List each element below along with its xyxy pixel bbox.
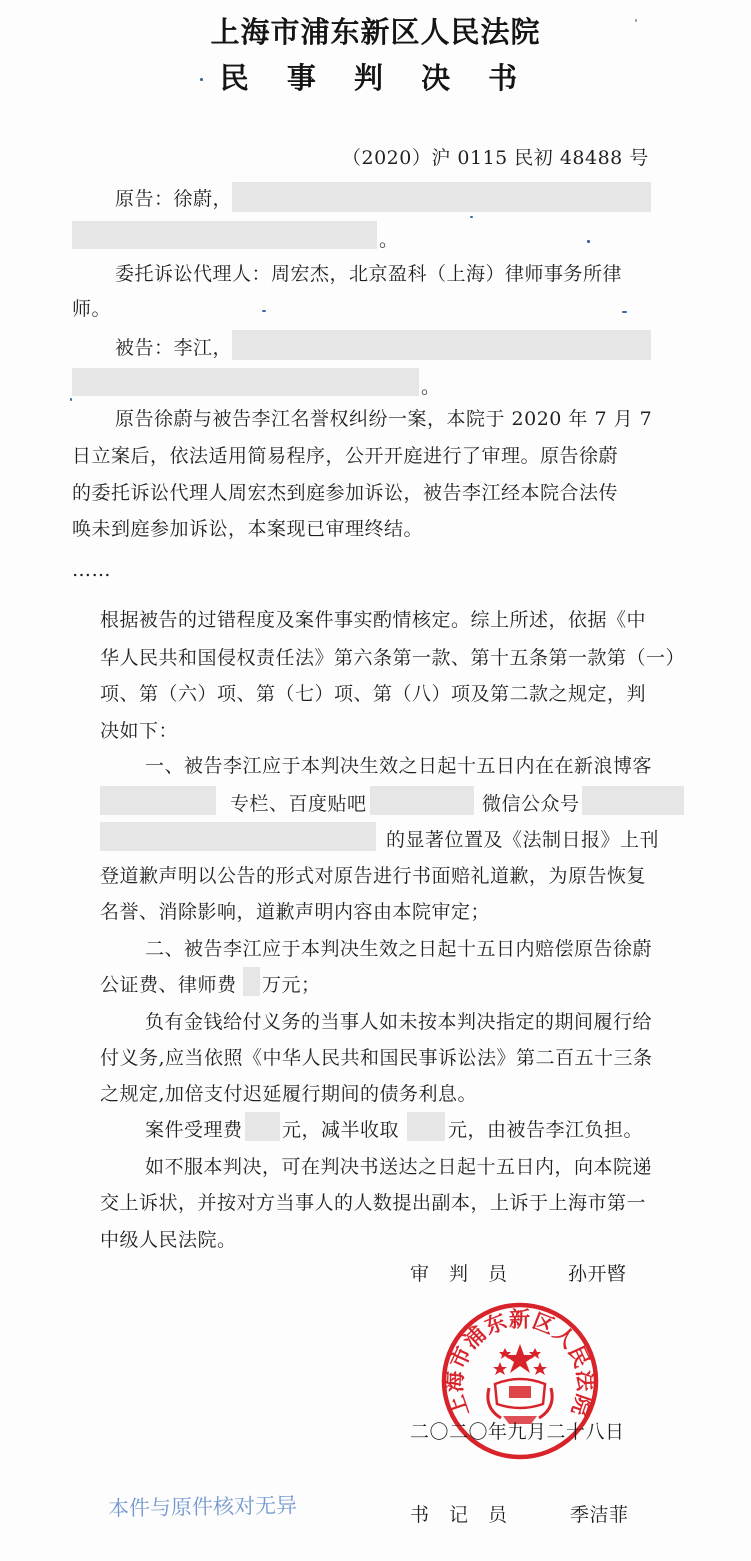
redaction-block (370, 786, 474, 815)
basis-line: 根据被告的过错程度及案件事实酌情核定。综上所述，依据《中 (100, 609, 647, 631)
judge-name: 孙开暋 (568, 1263, 627, 1285)
appeal-line: 如不服本判决，可在判决书送达之日起十五日内，向本院递 (145, 1156, 653, 1178)
judgment-item-1-seg: 微信公众号 (482, 793, 580, 815)
scan-speck (470, 216, 473, 218)
agent-line-cont: 师。 (72, 298, 112, 320)
monetary-line: 付义务,应当依照《中华人民共和国民事诉讼法》第二百五十三条 (100, 1047, 653, 1069)
period: 。 (379, 229, 399, 251)
basis-line: 项、第（六）项、第（七）项、第（八）项及第二款之规定，判 (100, 683, 647, 705)
period: 。 (421, 376, 441, 398)
redaction-block (407, 1112, 445, 1141)
court-name: 上海市浦东新区人民法院 (210, 15, 541, 49)
case-number: （2020）沪 0115 民初 48488 号 (342, 147, 649, 169)
judgment-item-1-seg: 的显著位置及《法制日报》上刊 (386, 829, 660, 851)
intro-line: 唤未到庭参加诉讼，本案现已审理终结。 (72, 518, 424, 540)
judgment-date: 二〇二〇年九月二十八日 (410, 1421, 625, 1443)
judgment-item-1-line: 名誉、消除影响，道歉声明内容由本院审定； (100, 901, 491, 923)
monetary-line: 负有金钱给付义务的当事人如未按本判决指定的期间履行给 (145, 1011, 653, 1033)
redaction-block (72, 368, 419, 396)
defendant-label: 被告：李江， (115, 337, 233, 359)
scan-speck (635, 19, 637, 22)
judgment-item-1: 一、被告李江应于本判决生效之日起十五日内在在新浪博客 (145, 755, 653, 777)
fee-seg: 元，由被告李江负担。 (448, 1119, 644, 1141)
scan-speck (200, 78, 203, 81)
scan-speck (622, 311, 627, 313)
fee-seg: 元，减半收取 (282, 1119, 400, 1141)
certified-copy-stamp: 本件与原件核对无异 (107, 1493, 298, 1521)
redaction-block (243, 967, 260, 996)
redaction-block (232, 330, 651, 360)
redaction-block (100, 786, 216, 815)
judgment-item-2-seg: 公证费、律师费 (100, 974, 237, 996)
judgment-item-1-line: 登道歉声明以公告的形式对原告进行书面赔礼道歉，为原告恢复 (100, 865, 647, 887)
ellipsis: …… (72, 559, 111, 581)
judgment-item-1-seg: 专栏、百度贴吧 (230, 793, 367, 815)
scan-speck (262, 310, 266, 312)
redaction-block (245, 1112, 280, 1141)
intro-line: 的委托诉讼代理人周宏杰到庭参加诉讼，被告李江经本院合法传 (72, 482, 619, 504)
seal-text: 上海市浦东新区人民法院 (441, 1306, 599, 1421)
redaction-block (582, 786, 684, 815)
clerk-name: 季洁菲 (570, 1504, 629, 1526)
basis-line: 决如下： (100, 720, 179, 742)
agent-line: 委托诉讼代理人：周宏杰，北京盈科（上海）律师事务所律 (115, 263, 623, 285)
appeal-line: 中级人民法院。 (100, 1229, 237, 1251)
appeal-line: 交上诉状，并按对方当事人的人数提出副本，上诉于上海市第一 (100, 1192, 647, 1214)
plaintiff-label: 原告：徐蔚， (115, 188, 233, 210)
judgment-item-2-seg: 万元； (262, 974, 321, 996)
redaction-block (232, 182, 651, 212)
document-type: 民 事 判 决 书 (219, 61, 532, 95)
intro-line: 日立案后，依法适用简易程序，公开开庭进行了审理。原告徐蔚 (72, 445, 619, 467)
redaction-block (72, 221, 377, 249)
redaction-block (100, 822, 376, 851)
fee-seg: 案件受理费 (145, 1119, 243, 1141)
clerk-title: 书 记 员 (410, 1504, 508, 1526)
intro-line: 原告徐蔚与被告李江名誉权纠纷一案，本院于 2020 年 7 月 7 (115, 408, 653, 430)
scan-speck (587, 240, 590, 243)
basis-line: 华人民共和国侵权责任法》第六条第一款、第十五条第一款第（一） (100, 647, 686, 669)
scan-speck (70, 398, 72, 401)
judge-title: 审 判 员 (410, 1263, 508, 1285)
monetary-line: 之规定,加倍支付迟延履行期间的债务利息。 (100, 1083, 478, 1105)
judgment-item-2: 二、被告李江应于本判决生效之日起十五日内赔偿原告徐蔚 (145, 938, 653, 960)
